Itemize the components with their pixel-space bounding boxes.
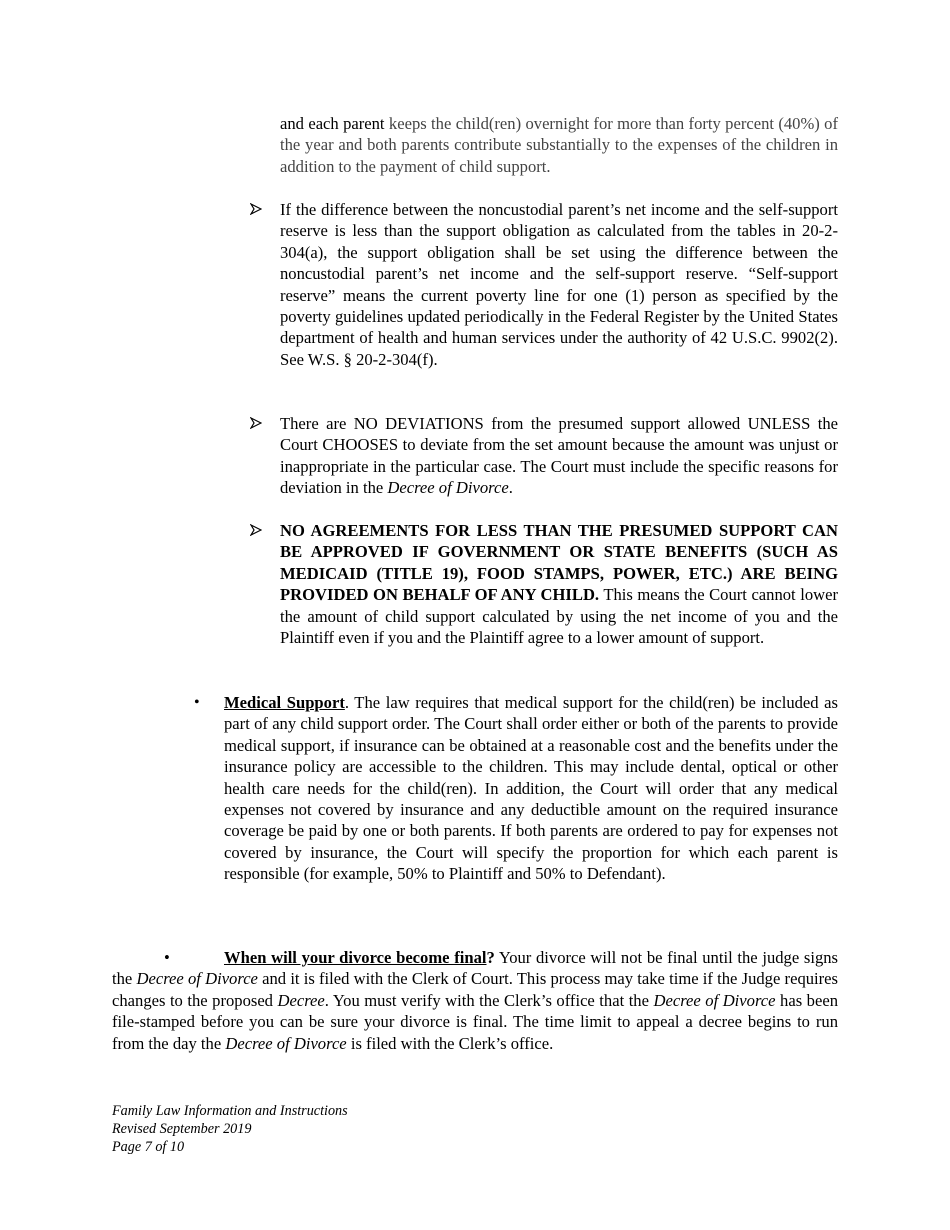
divorce-final-heading: When will your divorce become final [224, 948, 487, 967]
divorce-final-qmark: ? [486, 948, 495, 967]
arrow-bullet-icon [250, 199, 270, 215]
final-text-5: is filed with the Clerk’s office. [346, 1033, 554, 1053]
medical-support-item [194, 692, 839, 885]
arrow-item-no-agreements [280, 520, 838, 648]
final-text-2: and it is filed with the Clerk of Court. This process may take time if the Judge requires changes to the proposed [112, 969, 839, 1010]
medical-support-paragraph [224, 692, 838, 885]
final-italic-1: Decree of Divorce [136, 969, 258, 989]
footer-revision: Revised September 2019 [112, 1121, 252, 1137]
arrow-item-self-support [280, 199, 838, 370]
self-support-paragraph: If the difference between the noncustodial parent’s net income and the self-support reserve is less than the support obligation as calculated from the tables in 20-2-304(a), the support obligation shall be set using the difference between the noncustodial parent’s net income and the self-support reserve. “Self-support reserve” means the current poverty line for one (1) person as specified by the poverty guidelines updated periodically in the Federal Register by the United States department of health and human services under the authority of 42 U.S.C. 9902(2). See W.S. § 20-2-304(f). [280, 200, 838, 369]
deviations-italic: Decree of Divorce [387, 478, 509, 498]
divorce-final-paragraph [112, 947, 838, 1054]
deviations-text: There are NO DEVIATIONS from the presumed support allowed UNLESS the Court CHOOSES to deviate from the set amount because the amount was unjust or inappropriate in the particular case. The Court must include the specific reasons for deviation in the [280, 414, 838, 498]
page-footer [112, 1102, 348, 1156]
footer-title: Family Law Information and Instructions [112, 1103, 348, 1119]
arrow-bullet-icon [250, 520, 270, 536]
no-agreements-bold: NO AGREEMENTS FOR LESS THAN THE PRESUMED SUPPORT CAN BE APPROVED IF GOVERNMENT OR STATE BENEFITS (SUCH AS MEDICAID (TITLE 19), FOOD STAMPS, POWER, ETC.) ARE BEING PROVIDED ON BEHALF OF ANY CHILD. [280, 521, 838, 605]
arrow-item-deviations [280, 413, 838, 499]
final-italic-3: Decree of Divorce [653, 990, 776, 1010]
final-text-1: Your divorce will not be final until the judge signs the [112, 948, 838, 989]
no-agreements-paragraph [280, 520, 838, 648]
bullet-icon: • [194, 694, 200, 711]
continuation-lead: and each parent [280, 114, 385, 133]
no-agreements-text: This means the Court cannot lower the amount of child support calculated by using the net income of you and the Plaintiff even if you and the Plaintiff agree to a lower amount of support. [280, 585, 838, 648]
continuation-paragraph [280, 113, 838, 177]
footer-page-number: Page 7 of 10 [112, 1139, 185, 1155]
bullet-icon: • [164, 948, 170, 967]
final-text-4: has been file-stamped before you can be sure your divorce is final. The time limit to appeal a decree begins to run from the day the [112, 990, 838, 1053]
final-italic-2: Decree [277, 990, 325, 1010]
deviations-end: . [508, 478, 513, 498]
final-text-3: . You must verify with the Clerk’s office that the [324, 990, 654, 1010]
deviations-paragraph [280, 413, 838, 499]
medical-support-heading: Medical Support [224, 693, 345, 712]
final-italic-4: Decree of Divorce [225, 1033, 347, 1053]
arrow-bullet-icon [250, 413, 270, 429]
medical-support-text: . The law requires that medical support for the child(ren) be included as part of any child support order. The Court shall order either or both of the parents to provide medical support, if insurance can be obtained at a reasonable cost and the benefits under the insurance policy are accessible to the children. This may include dental, optical or other health care needs for the child(ren). In addition, the Court will order that any medical expenses not covered by insurance and any deductible amount on the required insurance coverage be paid by one or both parents. If both parents are ordered to pay for expenses not covered by insurance, the Court will specify the proportion for which each parent is responsible (for example, 50% to Plaintiff and 50% to Defendant). [224, 693, 839, 884]
continuation-rest: keeps the child(ren) overnight for more than forty percent (40%) of the year and both parents contribute substantially to the expenses of the children in addition to the payment of child support. [280, 114, 838, 176]
